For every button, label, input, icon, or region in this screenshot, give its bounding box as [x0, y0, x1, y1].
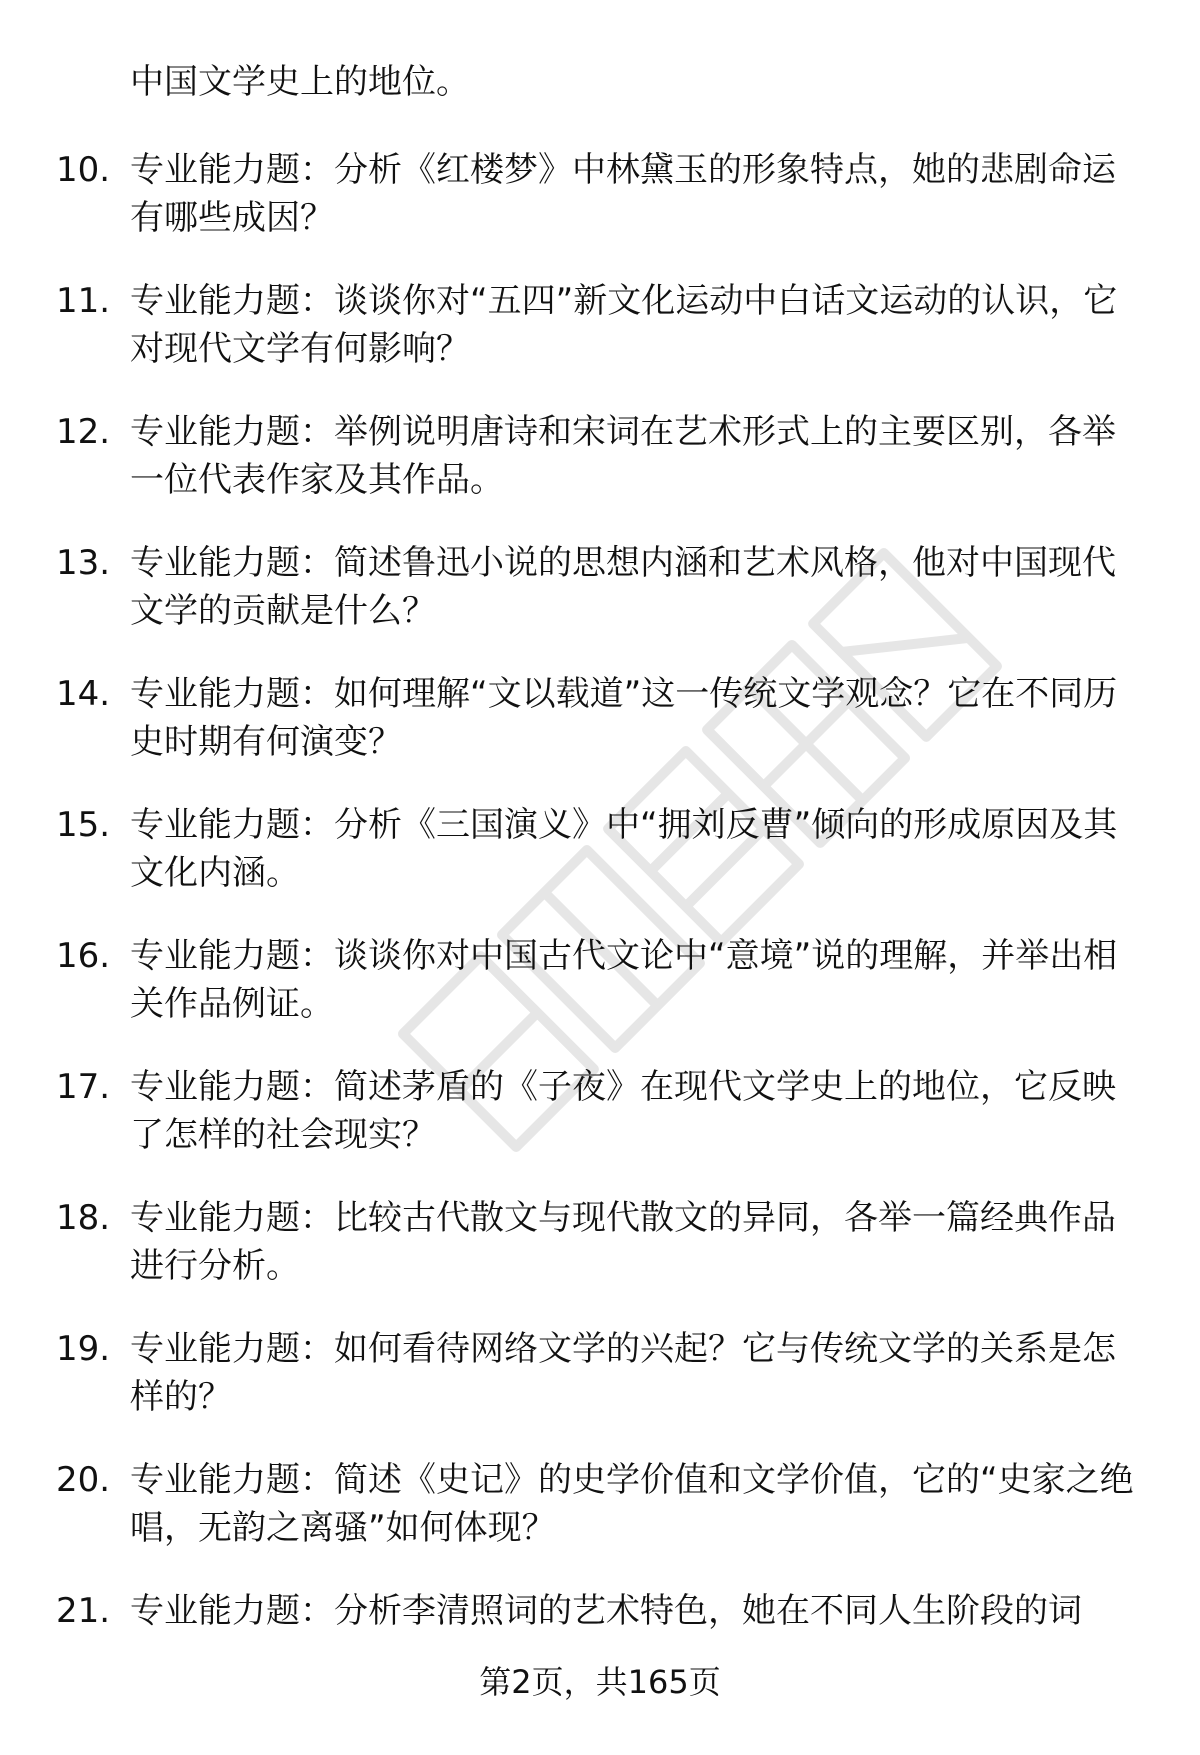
- question-number: 20.: [56, 1460, 111, 1500]
- question-text: 专业能力题：如何看待网络文学的兴起？它与传统文学的关系是怎样的？: [130, 1329, 1116, 1417]
- question-text: 专业能力题：分析李清照词的艺术特色，她在不同人生阶段的词: [130, 1591, 1082, 1631]
- question-number: 15.: [56, 805, 111, 845]
- question-text: 专业能力题：简述鲁迅小说的思想内涵和艺术风格，他对中国现代文学的贡献是什么？: [130, 543, 1116, 631]
- question-number: 21.: [56, 1591, 111, 1631]
- list-item: [0, 146, 1200, 277]
- question-text: 专业能力题：分析《三国演义》中“拥刘反曹”倾向的形成原因及其文化内涵。: [130, 805, 1118, 893]
- question-text: 专业能力题：如何理解“文以载道”这一传统文学观念？它在不同历史时期有何演变？: [130, 674, 1118, 762]
- list-item: [0, 670, 1200, 801]
- question-number: 11.: [56, 281, 111, 321]
- question-number: 16.: [56, 936, 111, 976]
- list-item: [0, 801, 1200, 932]
- page-footer: 第2页，共165页: [479, 1663, 721, 1701]
- list-item: [0, 408, 1200, 539]
- question-number: 17.: [56, 1067, 111, 1107]
- question-number: 12.: [56, 412, 111, 452]
- question-text: 专业能力题：举例说明唐诗和宋词在艺术形式上的主要区别，各举一位代表作家及其作品。: [130, 412, 1116, 500]
- list-item: [0, 1063, 1200, 1194]
- question-number: 13.: [56, 543, 111, 583]
- list-item: [0, 1194, 1200, 1325]
- question-number: 19.: [56, 1329, 111, 1369]
- question-text: 专业能力题：谈谈你对中国古代文论中“意境”说的理解，并举出相关作品例证。: [130, 936, 1118, 1024]
- question-text: 专业能力题：简述《史记》的史学价值和文学价值，它的“史家之绝唱，无韵之离骚”如何体现？: [130, 1460, 1134, 1548]
- question-text: 专业能力题：谈谈你对“五四”新文化运动中白话文运动的认识，它对现代文学有何影响？: [130, 281, 1118, 369]
- question-text: 专业能力题：比较古代散文与现代散文的异同，各举一篇经典作品进行分析。: [130, 1198, 1116, 1286]
- question-number: 14.: [56, 674, 111, 714]
- list-item: [0, 1456, 1200, 1587]
- question-text: 专业能力题：分析《红楼梦》中林黛玉的形象特点，她的悲剧命运有哪些成因？: [130, 150, 1116, 238]
- list-item: [0, 932, 1200, 1063]
- list-item: [0, 1325, 1200, 1456]
- question-text: 专业能力题：简述茅盾的《子夜》在现代文学史上的地位，它反映了怎样的社会现实？: [130, 1067, 1116, 1155]
- question-list: [0, 146, 1200, 1718]
- question-number: 18.: [56, 1198, 111, 1238]
- continuation-text: 中国文学史上的地位。: [130, 62, 470, 102]
- list-item: [0, 539, 1200, 670]
- question-number: 10.: [56, 150, 111, 190]
- list-item: [0, 277, 1200, 408]
